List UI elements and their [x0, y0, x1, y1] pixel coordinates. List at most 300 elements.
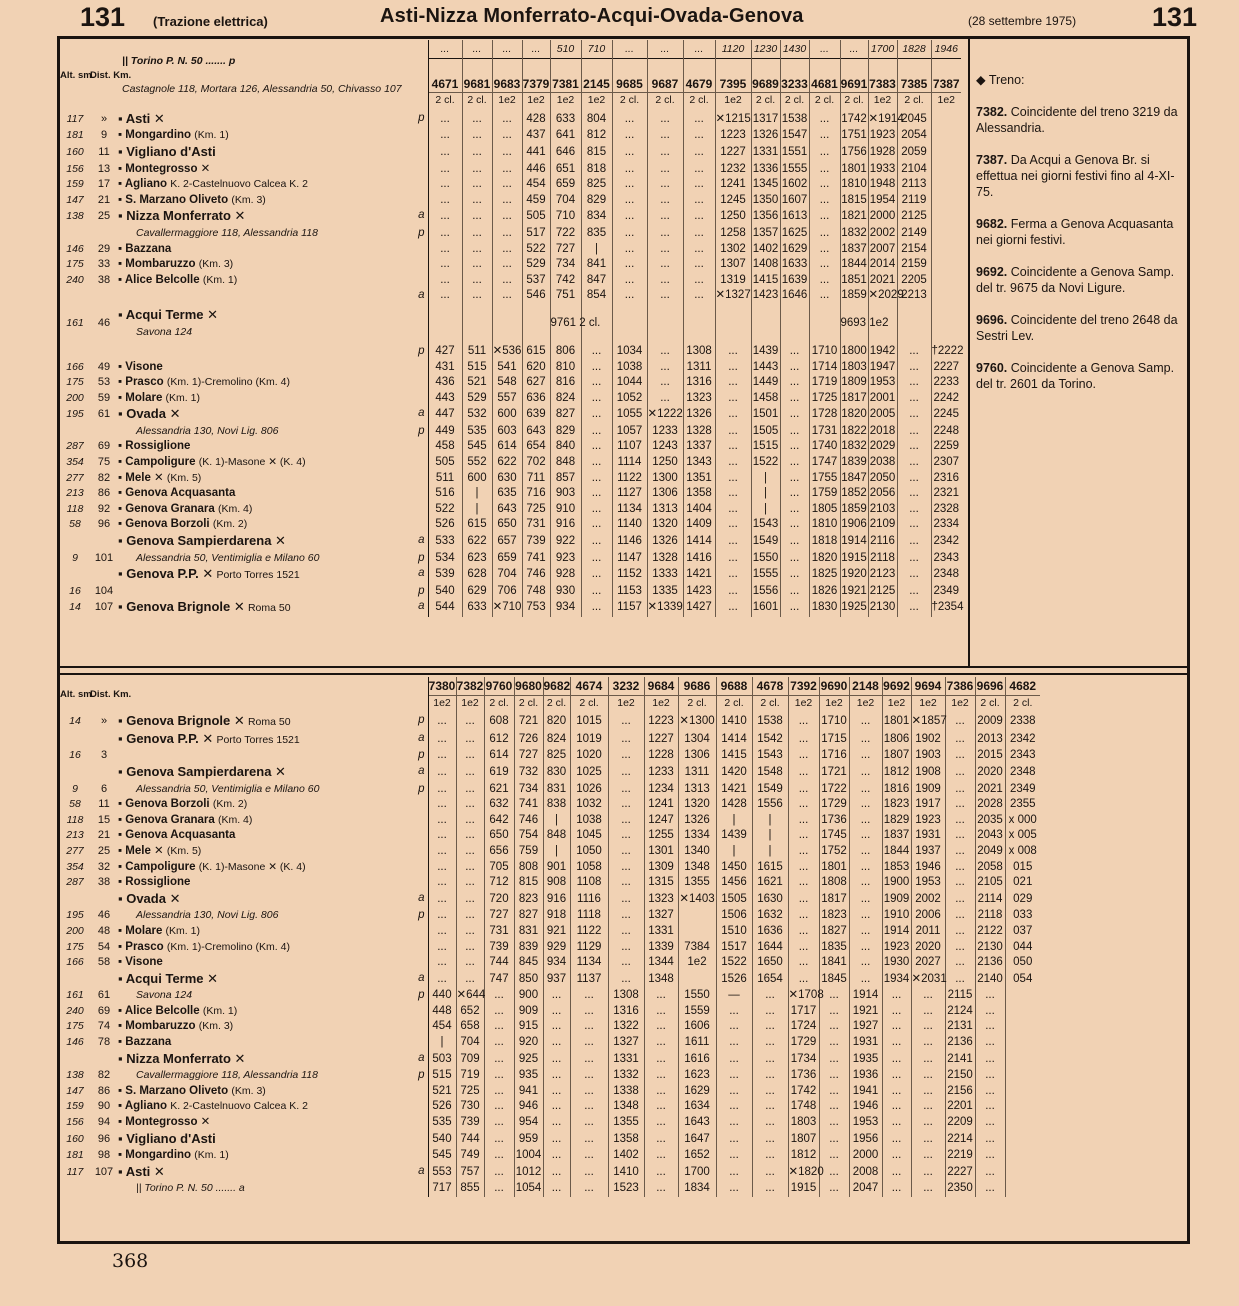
time-cell: 1827 [819, 924, 849, 940]
train-column-header: 9692 1e2 [882, 677, 911, 713]
time-cell: 1300 [647, 471, 683, 487]
time-cell: 2118 [868, 551, 897, 567]
time-cell: ... [644, 1019, 678, 1035]
time-cell: 746 [514, 813, 543, 829]
time-cell: ... [647, 193, 683, 209]
time-cell: 1348 [678, 860, 716, 876]
time-cell: | [752, 828, 788, 844]
time-cell: ... [683, 193, 715, 209]
time-cell: 1652 [678, 1148, 716, 1164]
time-cell: 650 [484, 828, 514, 844]
altitude-cell [60, 891, 90, 909]
train-column-header: 4682 2 cl. [1005, 677, 1040, 713]
train-column-header: 4674 2 cl. [570, 677, 608, 713]
time-cell: 1423 [683, 584, 715, 600]
time-cell: 2059 [897, 144, 931, 162]
time-cell: 744 [484, 955, 514, 971]
time-cell [931, 128, 961, 144]
time-cell: ... [612, 193, 647, 209]
time-cell: 1108 [570, 875, 608, 891]
time-cell [1005, 1068, 1040, 1084]
time-cell: 815 [514, 875, 543, 891]
time-cell: ... [849, 971, 882, 989]
time-cell: 1228 [644, 748, 678, 764]
time-cell: 1643 [678, 1115, 716, 1131]
time-cell: 511 [428, 471, 462, 487]
table-row [60, 533, 961, 551]
time-cell: 630 [492, 471, 522, 487]
time-cell: 1751 [840, 128, 868, 144]
time-cell: 557 [492, 391, 522, 407]
time-cell: 1740 [809, 439, 840, 455]
time-cell: ... [581, 471, 612, 487]
time-cell: 431 [428, 360, 462, 376]
time-cell: ... [428, 891, 456, 909]
footer-page-number: 368 [112, 1250, 149, 1272]
station-cell: ▪ Genova P.P. ✕ Porto Torres 1521 a [118, 566, 428, 584]
time-cell: 632 [484, 797, 514, 813]
time-cell: 1404 [683, 502, 715, 518]
time-cell: ... [780, 360, 809, 376]
time-cell: 1114 [612, 455, 647, 471]
altitude-cell: 156 [66, 162, 84, 175]
time-cell: 1032 [570, 797, 608, 813]
time-cell: | [752, 813, 788, 829]
train-column-header: 9680 2 cl. [514, 677, 543, 713]
time-cell: 1908 [911, 764, 945, 782]
time-cell: ... [788, 924, 819, 940]
time-cell: 511 [462, 344, 492, 360]
time-cell: 1815 [840, 193, 868, 209]
time-cell: 1845 [819, 971, 849, 989]
time-cell: ... [975, 1148, 1005, 1164]
time-cell: 1313 [678, 782, 716, 798]
time-cell [612, 304, 647, 344]
time-cell: 643 [522, 424, 550, 440]
time-cell: 855 [456, 1181, 484, 1197]
time-cell: 1717 [788, 1004, 819, 1020]
time-cell: 446 [522, 162, 550, 178]
train-column-header: 1946 7387 1e2 [931, 40, 961, 111]
distance-cell: 6 [100, 782, 108, 795]
time-cell [678, 971, 716, 989]
distance-cell: 75 [97, 456, 111, 469]
time-cell: ... [715, 566, 751, 584]
time-cell: 603 [492, 424, 522, 440]
time-cell: 635 [492, 486, 522, 502]
time-cell: 1223 [715, 128, 751, 144]
time-cell: 627 [522, 375, 550, 391]
time-cell: 1837 [840, 242, 868, 258]
time-cell: 9761 2 cl. [550, 304, 581, 344]
time-cell: 2000 [849, 1148, 882, 1164]
time-cell: ... [752, 1099, 788, 1115]
time-cell: 654 [522, 439, 550, 455]
time-cell: ... [570, 1131, 608, 1149]
time-cell: ... [581, 517, 612, 533]
station-cell: || Torino P. N. 50 ....... a [118, 1181, 428, 1197]
time-cell: 516 [428, 486, 462, 502]
time-cell: 808 [514, 860, 543, 876]
time-cell: ... [428, 128, 462, 144]
time-cell: ... [715, 517, 751, 533]
time-cell: 1458 [751, 391, 780, 407]
time-cell: ... [456, 891, 484, 909]
time-cell: ... [882, 1019, 911, 1035]
time-cell: 1903 [911, 748, 945, 764]
time-cell: x 000 [1005, 813, 1040, 829]
time-cell: 725 [456, 1084, 484, 1100]
time-cell: 642 [484, 813, 514, 829]
time-cell: 2002 [868, 226, 897, 242]
time-cell: ... [608, 971, 644, 989]
time-cell: 2349 [931, 584, 961, 600]
time-cell: ... [849, 955, 882, 971]
time-cell: 754 [514, 828, 543, 844]
time-cell: 1748 [788, 1099, 819, 1115]
time-cell: ... [647, 273, 683, 289]
station-cell: ▪ Genova Granara (Km. 4) [118, 813, 428, 829]
time-cell: 1722 [819, 782, 849, 798]
time-cell: 2350 [945, 1181, 975, 1197]
time-cell: ... [975, 1164, 1005, 1182]
station-header: || Torino P. N. 50 ....... p Castagnole 118, Mortara 126, Alessandria 50, Chivasso 107 [118, 40, 428, 111]
time-cell: 2038 [868, 455, 897, 471]
time-cell: 1501 [751, 406, 780, 424]
time-cell: ... [975, 1181, 1005, 1197]
altitude-cell: 117 [66, 1165, 84, 1178]
station-cell: ▪ Visone [118, 955, 428, 971]
altitude-cell: 166 [66, 956, 84, 969]
time-cell: 1953 [868, 375, 897, 391]
time-cell: 1517 [716, 940, 752, 956]
time-cell: ✕1403 [678, 891, 716, 909]
table-row [60, 988, 1040, 1004]
time-cell: ... [945, 955, 975, 971]
time-cell: ... [570, 1181, 608, 1197]
time-cell: 2205 [897, 273, 931, 289]
time-cell: 1241 [715, 177, 751, 193]
time-cell: ... [570, 1164, 608, 1182]
table-row [60, 344, 961, 360]
distance-cell: 90 [97, 1100, 111, 1113]
time-cell: 824 [543, 731, 570, 749]
train-column-header: 7380 1e2 [428, 677, 456, 713]
time-cell: 848 [550, 455, 581, 471]
time-cell: 744 [456, 1131, 484, 1149]
section-separator [57, 666, 1190, 675]
time-cell: 841 [581, 257, 612, 273]
station-cell: Alessandria 50, Ventimiglia e Milano 60 p [118, 551, 428, 567]
time-cell: ... [581, 439, 612, 455]
time-cell: 1245 [715, 193, 751, 209]
time-cell: 732 [514, 764, 543, 782]
time-cell: 1450 [716, 860, 752, 876]
time-cell: 910 [550, 502, 581, 518]
time-cell: ... [543, 1019, 570, 1035]
distance-cell [90, 764, 118, 782]
time-cell: 1326 [678, 813, 716, 829]
time-cell: ... [683, 177, 715, 193]
time-cell: 2029 [868, 439, 897, 455]
time-cell: ... [543, 1131, 570, 1149]
table-row [60, 1084, 1040, 1100]
header-row [60, 677, 1040, 713]
time-cell: 1613 [780, 208, 809, 226]
time-cell: 651 [550, 162, 581, 178]
time-cell: | [462, 502, 492, 518]
train-notes [976, 72, 1181, 408]
time-cell: ... [462, 111, 492, 129]
station-cell: Alessandria 50, Ventimiglia e Milano 60 p [118, 782, 428, 798]
time-cell: ... [897, 584, 931, 600]
time-cell: 2149 [897, 226, 931, 242]
time-cell: 1917 [911, 797, 945, 813]
time-cell: 827 [550, 406, 581, 424]
train-note [976, 312, 1181, 344]
train-note-number: 9682. [976, 217, 1008, 231]
time-cell: 1937 [911, 844, 945, 860]
time-cell: 1543 [752, 748, 788, 764]
time-cell: ... [819, 1148, 849, 1164]
time-cell: ... [428, 782, 456, 798]
time-cell: ... [456, 797, 484, 813]
time-cell: 540 [428, 1131, 456, 1149]
time-cell: ... [647, 375, 683, 391]
distance-cell: 53 [97, 376, 111, 389]
time-cell: ... [543, 1181, 570, 1197]
time-cell: 1107 [612, 439, 647, 455]
time-cell: ... [581, 455, 612, 471]
train-column-header: 4678 2 cl. [752, 677, 788, 713]
time-cell: ... [428, 713, 456, 731]
time-cell: 1357 [751, 226, 780, 242]
train-note [976, 360, 1181, 392]
altitude-cell: 277 [66, 844, 84, 857]
time-cell: 903 [550, 486, 581, 502]
time-cell: 916 [543, 891, 570, 909]
altitude-cell: 240 [66, 1004, 84, 1017]
time-cell: 1320 [678, 797, 716, 813]
time-cell: ... [570, 1148, 608, 1164]
train-note-number: 7382. [976, 105, 1008, 119]
time-cell: ... [897, 502, 931, 518]
distance-cell: 92 [97, 502, 111, 515]
time-cell: ... [945, 844, 975, 860]
time-cell: 1547 [780, 128, 809, 144]
time-cell: 839 [514, 940, 543, 956]
time-cell: 1311 [683, 360, 715, 376]
time-cell: ... [809, 226, 840, 242]
time-cell: ... [581, 533, 612, 551]
distance-cell: 25 [97, 210, 111, 223]
time-cell: ... [945, 940, 975, 956]
time-cell [1005, 1148, 1040, 1164]
time-cell: 021 [1005, 875, 1040, 891]
time-cell: 600 [462, 471, 492, 487]
time-cell: ... [911, 1035, 945, 1051]
time-cell: 734 [550, 257, 581, 273]
dist-header: Dist. Km. [90, 69, 132, 81]
table-row [60, 486, 961, 502]
time-cell: 2154 [897, 242, 931, 258]
time-cell: 815 [581, 144, 612, 162]
time-cell: 909 [514, 1004, 543, 1020]
time-cell: ... [484, 1131, 514, 1149]
time-cell: 1859 [840, 288, 868, 304]
time-cell: 1243 [647, 439, 683, 455]
time-cell: 1233 [644, 764, 678, 782]
time-cell: ... [752, 1131, 788, 1149]
time-cell: 1736 [788, 1068, 819, 1084]
time-cell: 1408 [751, 257, 780, 273]
distance-cell: 3 [100, 749, 108, 762]
station-cell: ▪ Genova Brignole ✕ Roma 50 a [118, 599, 428, 617]
table-row [60, 1164, 1040, 1182]
time-cell: ... [647, 208, 683, 226]
time-cell: 1745 [819, 828, 849, 844]
time-cell: 1045 [570, 828, 608, 844]
time-cell: ... [975, 988, 1005, 1004]
time-cell: ✕644 [456, 988, 484, 1004]
time-cell: 824 [550, 391, 581, 407]
time-cell: 1313 [647, 502, 683, 518]
time-cell: 1801 [819, 860, 849, 876]
train-column-header: 9694 1e2 [911, 677, 945, 713]
time-cell: ... [647, 162, 683, 178]
time-cell: ... [819, 1019, 849, 1035]
time-cell: 1646 [780, 288, 809, 304]
time-cell: 2141 [945, 1051, 975, 1069]
time-cell: ... [581, 551, 612, 567]
time-cell: ... [608, 908, 644, 924]
time-cell: ✕2029 [868, 288, 897, 304]
time-cell: 2227 [931, 360, 961, 376]
distance-cell [90, 1181, 118, 1197]
time-cell: 1810 [809, 517, 840, 533]
train-column-header: 1120 7395 1e2 [715, 40, 751, 111]
time-cell: ... [911, 1051, 945, 1069]
time-cell: 1801 [840, 162, 868, 178]
altitude-cell: 161 [66, 989, 84, 1002]
time-cell: ... [849, 875, 882, 891]
time-cell: 810 [550, 360, 581, 376]
time-cell: 2124 [945, 1004, 975, 1020]
station-cell: ▪ Montegrosso ✕ [118, 1115, 428, 1131]
time-cell: 1255 [644, 828, 678, 844]
time-cell: 1829 [882, 813, 911, 829]
time-cell: ... [849, 713, 882, 731]
time-cell: ... [882, 1115, 911, 1131]
time-cell: 2115 [945, 988, 975, 1004]
time-cell: 1923 [868, 128, 897, 144]
time-cell: 633 [462, 599, 492, 617]
time-cell: 614 [484, 748, 514, 764]
time-cell: ... [462, 242, 492, 258]
time-cell: ... [683, 257, 715, 273]
time-cell: ... [715, 599, 751, 617]
time-cell: ... [462, 177, 492, 193]
time-cell: 1931 [911, 828, 945, 844]
time-cell: 1654 [752, 971, 788, 989]
time-cell: | [581, 242, 612, 258]
time-cell: 757 [456, 1164, 484, 1182]
time-cell: ... [945, 782, 975, 798]
time-cell: 1328 [683, 424, 715, 440]
time-cell: ... [608, 844, 644, 860]
time-cell: 1923 [911, 813, 945, 829]
station-cell: ▪ Genova Acquasanta [118, 828, 428, 844]
time-cell: ... [484, 1099, 514, 1115]
time-cell: ... [581, 584, 612, 600]
time-cell: 825 [543, 748, 570, 764]
time-cell: ... [484, 988, 514, 1004]
time-cell: ... [484, 1035, 514, 1051]
time-cell: ... [647, 360, 683, 376]
time-cell: 1348 [608, 1099, 644, 1115]
time-cell: 1358 [683, 486, 715, 502]
distance-cell: 96 [97, 1132, 111, 1145]
time-cell: ... [716, 1051, 752, 1069]
time-cell: ... [543, 1084, 570, 1100]
time-cell: ... [608, 748, 644, 764]
time-cell: 1015 [570, 713, 608, 731]
time-cell: ... [581, 424, 612, 440]
distance-cell [90, 226, 118, 242]
station-cell: ▪ Mongardino (Km. 1) [118, 128, 428, 144]
time-cell: 1358 [608, 1131, 644, 1149]
time-cell: 521 [428, 1084, 456, 1100]
time-cell: ... [581, 375, 612, 391]
time-cell: ... [975, 1068, 1005, 1084]
time-cell: ... [543, 1115, 570, 1131]
time-cell: ... [975, 1131, 1005, 1149]
distance-cell: 21 [97, 829, 111, 842]
time-cell: 2131 [945, 1019, 975, 1035]
time-cell: 1526 [716, 971, 752, 989]
time-cell: | [751, 486, 780, 502]
time-cell: 1921 [849, 1004, 882, 1020]
time-cell: 831 [543, 782, 570, 798]
altitude-cell: 147 [66, 1084, 84, 1097]
time-cell [809, 304, 840, 344]
station-cell: ▪ Ovada ✕ a [118, 891, 428, 909]
time-cell: 646 [550, 144, 581, 162]
time-cell: ... [882, 1084, 911, 1100]
time-cell: ... [975, 1099, 1005, 1115]
time-cell: ... [780, 344, 809, 360]
time-cell: ✕1339 [647, 599, 683, 617]
time-cell: 1309 [644, 860, 678, 876]
time-cell: ... [897, 533, 931, 551]
time-cell: ... [428, 193, 462, 209]
train-note-number: 9692. [976, 265, 1008, 279]
time-cell: ... [715, 439, 751, 455]
time-cell: ... [809, 162, 840, 178]
time-cell: 702 [522, 455, 550, 471]
time-cell: 848 [543, 828, 570, 844]
time-cell: ... [644, 1164, 678, 1182]
time-cell: 1227 [715, 144, 751, 162]
distance-cell: 17 [97, 178, 111, 191]
altitude-cell [60, 971, 90, 989]
time-cell: ... [492, 162, 522, 178]
time-cell: ... [428, 144, 462, 162]
distance-cell: » [100, 715, 108, 728]
notes-divider [968, 38, 970, 666]
time-cell: 1747 [809, 455, 840, 471]
timetable-asti-genova [60, 40, 964, 617]
